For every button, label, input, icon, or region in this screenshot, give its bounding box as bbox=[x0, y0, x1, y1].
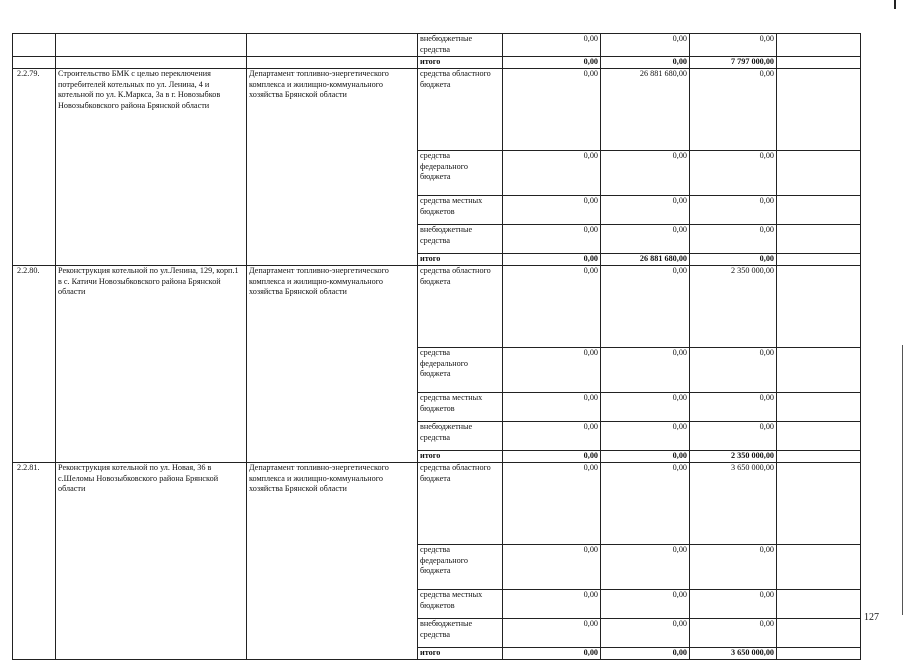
value-cell-1: 0,00 bbox=[503, 254, 601, 266]
source-cell: средства местных бюджетов bbox=[418, 196, 503, 225]
value-cell-2: 0,00 bbox=[601, 545, 690, 590]
value-cell-3: 3 650 000,00 bbox=[690, 648, 777, 660]
code-cell: 2.2.80. bbox=[13, 266, 56, 463]
extra-cell bbox=[777, 545, 861, 590]
value-cell-2: 0,00 bbox=[601, 348, 690, 393]
value-cell-1: 0,00 bbox=[503, 422, 601, 451]
value-cell-3: 0,00 bbox=[690, 422, 777, 451]
value-cell-2: 26 881 680,00 bbox=[601, 69, 690, 151]
extra-cell bbox=[777, 34, 861, 57]
code-cell bbox=[13, 57, 56, 69]
value-cell-1: 0,00 bbox=[503, 34, 601, 57]
scan-mark-right bbox=[902, 345, 903, 615]
value-cell-3: 0,00 bbox=[690, 348, 777, 393]
extra-cell bbox=[777, 648, 861, 660]
source-cell: итого bbox=[418, 254, 503, 266]
value-cell-3: 2 350 000,00 bbox=[690, 266, 777, 348]
extra-cell bbox=[777, 619, 861, 648]
extra-cell bbox=[777, 69, 861, 151]
value-cell-3: 0,00 bbox=[690, 225, 777, 254]
source-cell: средства местных бюджетов bbox=[418, 393, 503, 422]
top-row-0 bbox=[13, 34, 861, 57]
executor-cell bbox=[247, 34, 418, 57]
value-cell-1: 0,00 bbox=[503, 393, 601, 422]
source-cell: внебюджетные средства bbox=[418, 619, 503, 648]
value-cell-2: 0,00 bbox=[601, 151, 690, 196]
value-cell-2: 0,00 bbox=[601, 422, 690, 451]
value-cell-2: 0,00 bbox=[601, 590, 690, 619]
value-cell-3: 0,00 bbox=[690, 69, 777, 151]
value-cell-1: 0,00 bbox=[503, 545, 601, 590]
extra-cell bbox=[777, 57, 861, 69]
value-cell-1: 0,00 bbox=[503, 648, 601, 660]
extra-cell bbox=[777, 225, 861, 254]
value-cell-1: 0,00 bbox=[503, 69, 601, 151]
code-cell: 2.2.81. bbox=[13, 463, 56, 660]
value-cell-3: 0,00 bbox=[690, 151, 777, 196]
value-cell-3: 0,00 bbox=[690, 619, 777, 648]
value-cell-1: 0,00 bbox=[503, 619, 601, 648]
value-cell-2: 0,00 bbox=[601, 225, 690, 254]
value-cell-1: 0,00 bbox=[503, 463, 601, 545]
value-cell-2: 0,00 bbox=[601, 648, 690, 660]
source-cell: средства областного бюджета bbox=[418, 463, 503, 545]
value-cell-3: 0,00 bbox=[690, 34, 777, 57]
executor-cell bbox=[247, 57, 418, 69]
source-cell: итого bbox=[418, 451, 503, 463]
value-cell-2: 0,00 bbox=[601, 266, 690, 348]
extra-cell bbox=[777, 196, 861, 225]
page-number: 127 bbox=[864, 612, 879, 623]
code-cell: 2.2.79. bbox=[13, 69, 56, 266]
title-cell: Реконструкция котельной по ул.Ленина, 129, корп.1 в с. Катичи Новозыбковского района Брянской области bbox=[56, 266, 247, 463]
value-cell-1: 0,00 bbox=[503, 590, 601, 619]
title-cell bbox=[56, 34, 247, 57]
extra-cell bbox=[777, 254, 861, 266]
value-cell-3: 0,00 bbox=[690, 545, 777, 590]
source-cell: средства местных бюджетов bbox=[418, 590, 503, 619]
source-cell: внебюджетные средства bbox=[418, 225, 503, 254]
value-cell-3: 0,00 bbox=[690, 254, 777, 266]
executor-cell: Департамент топливно-энергетического комплекса и жилищно-коммунального хозяйства Брянской области bbox=[247, 266, 418, 463]
value-cell-3: 0,00 bbox=[690, 393, 777, 422]
value-cell-2: 0,00 bbox=[601, 463, 690, 545]
executor-cell: Департамент топливно-энергетического комплекса и жилищно-коммунального хозяйства Брянской области bbox=[247, 69, 418, 266]
value-cell-1: 0,00 bbox=[503, 451, 601, 463]
extra-cell bbox=[777, 451, 861, 463]
source-cell: внебюджетные средства bbox=[418, 34, 503, 57]
scan-mark-top bbox=[894, 0, 896, 9]
value-cell-1: 0,00 bbox=[503, 225, 601, 254]
value-cell-2: 0,00 bbox=[601, 393, 690, 422]
value-cell-3: 0,00 bbox=[690, 196, 777, 225]
value-cell-1: 0,00 bbox=[503, 196, 601, 225]
extra-cell bbox=[777, 348, 861, 393]
source-cell: средства федерального бюджета bbox=[418, 545, 503, 590]
value-cell-3: 7 797 000,00 bbox=[690, 57, 777, 69]
value-cell-2: 0,00 bbox=[601, 57, 690, 69]
extra-cell bbox=[777, 422, 861, 451]
extra-cell bbox=[777, 393, 861, 422]
value-cell-1: 0,00 bbox=[503, 151, 601, 196]
value-cell-3: 3 650 000,00 bbox=[690, 463, 777, 545]
value-cell-2: 0,00 bbox=[601, 619, 690, 648]
top-row-1 bbox=[13, 57, 861, 69]
extra-cell bbox=[777, 590, 861, 619]
entry-0-row-0 bbox=[13, 69, 861, 151]
source-cell: внебюджетные средства bbox=[418, 422, 503, 451]
value-cell-1: 0,00 bbox=[503, 348, 601, 393]
title-cell: Строительство БМК с целью переключения потребителей котельных по ул. Ленина, 4 и котельной по ул. К.Маркса, 3а в г. Новозыбков Новозыбковского района Брянской области bbox=[56, 69, 247, 266]
extra-cell bbox=[777, 151, 861, 196]
value-cell-2: 26 881 680,00 bbox=[601, 254, 690, 266]
executor-cell: Департамент топливно-энергетического комплекса и жилищно-коммунального хозяйства Брянской области bbox=[247, 463, 418, 660]
extra-cell bbox=[777, 266, 861, 348]
source-cell: средства федерального бюджета bbox=[418, 151, 503, 196]
source-cell: средства федерального бюджета bbox=[418, 348, 503, 393]
value-cell-3: 2 350 000,00 bbox=[690, 451, 777, 463]
extra-cell bbox=[777, 463, 861, 545]
value-cell-2: 0,00 bbox=[601, 451, 690, 463]
value-cell-2: 0,00 bbox=[601, 34, 690, 57]
budget-table bbox=[12, 33, 861, 660]
source-cell: итого bbox=[418, 648, 503, 660]
value-cell-1: 0,00 bbox=[503, 57, 601, 69]
source-cell: итого bbox=[418, 57, 503, 69]
entry-1-row-0 bbox=[13, 266, 861, 348]
title-cell bbox=[56, 57, 247, 69]
value-cell-1: 0,00 bbox=[503, 266, 601, 348]
value-cell-2: 0,00 bbox=[601, 196, 690, 225]
title-cell: Реконструкция котельной по ул. Новая, 36 в с.Шеломы Новозыбковского района Брянской области bbox=[56, 463, 247, 660]
code-cell bbox=[13, 34, 56, 57]
source-cell: средства областного бюджета bbox=[418, 266, 503, 348]
value-cell-3: 0,00 bbox=[690, 590, 777, 619]
entry-2-row-0 bbox=[13, 463, 861, 545]
source-cell: средства областного бюджета bbox=[418, 69, 503, 151]
